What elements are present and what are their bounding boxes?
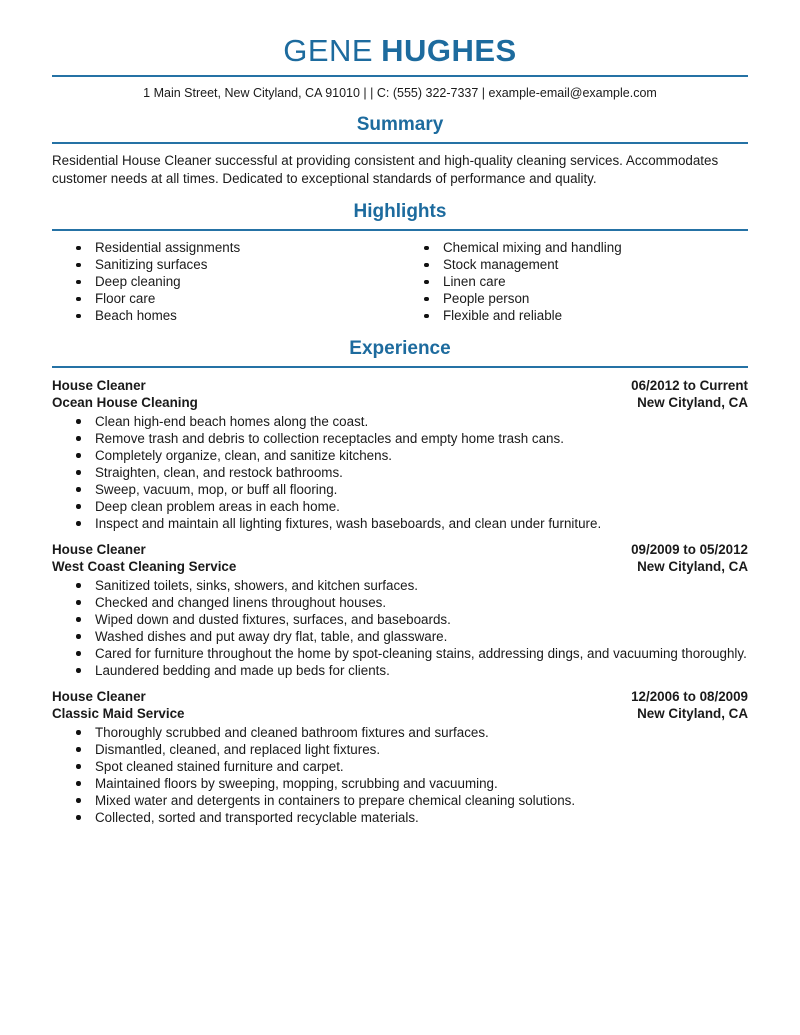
- highlight-item: Beach homes: [52, 307, 400, 324]
- contact-info: 1 Main Street, New Cityland, CA 91010 | | C: (555) 322-7337 | example-email@example.com: [143, 86, 657, 101]
- summary-text: Residential House Cleaner successful at providing consistent and high-quality cleaning services. Accommodates customer needs at all times. Dedicated to exceptional standards of performance and quality.: [52, 152, 719, 186]
- job-company: Classic Maid Service: [52, 706, 185, 722]
- job-entry: [52, 541, 748, 679]
- highlight-item: Residential assignments: [52, 239, 400, 256]
- highlight-item: People person: [400, 290, 748, 307]
- job-bullet: Wiped down and dusted fixtures, surfaces, and baseboards.: [52, 611, 748, 628]
- highlights-heading: Highlights: [353, 201, 447, 223]
- job-bullet: Sanitized toilets, sinks, showers, and kitchen surfaces.: [52, 577, 748, 594]
- job-bullet: Checked and changed linens throughout houses.: [52, 594, 748, 611]
- job-bullet: Laundered bedding and made up beds for clients.: [52, 662, 748, 679]
- job-dates: 12/2006 to 08/2009: [631, 688, 748, 704]
- job-title: House Cleaner: [52, 688, 146, 704]
- job-title-row: [52, 541, 748, 559]
- highlight-item: Stock management: [400, 256, 748, 273]
- job-bullet: Sweep, vacuum, mop, or buff all flooring.: [52, 481, 748, 498]
- job-bullet-list: [52, 413, 748, 532]
- header-divider: [52, 75, 748, 77]
- job-bullet: Collected, sorted and transported recyclable materials.: [52, 809, 748, 826]
- job-entry: [52, 688, 748, 826]
- job-bullet: Thoroughly scrubbed and cleaned bathroom fixtures and surfaces.: [52, 724, 748, 741]
- highlights-right-list: [400, 239, 748, 324]
- job-bullet-list: [52, 724, 748, 826]
- highlights-left-list: [52, 239, 400, 324]
- job-location: New Cityland, CA: [637, 559, 748, 575]
- highlight-item: Chemical mixing and handling: [400, 239, 748, 256]
- job-bullet: Mixed water and detergents in containers to prepare chemical cleaning solutions.: [52, 792, 748, 809]
- highlights-divider: [52, 229, 748, 231]
- job-bullet: Dismantled, cleaned, and replaced light fixtures.: [52, 741, 748, 758]
- job-title-row: [52, 377, 748, 395]
- highlights-columns: [52, 239, 748, 324]
- job-bullet: Washed dishes and put away dry flat, table, and glassware.: [52, 628, 748, 645]
- job-location: New Cityland, CA: [637, 706, 748, 722]
- job-title: House Cleaner: [52, 541, 146, 557]
- job-entry: [52, 377, 748, 532]
- job-bullet: Maintained floors by sweeping, mopping, scrubbing and vacuuming.: [52, 775, 748, 792]
- job-dates: 06/2012 to Current: [631, 377, 748, 393]
- job-bullet: Completely organize, clean, and sanitize kitchens.: [52, 447, 748, 464]
- job-title: House Cleaner: [52, 377, 146, 393]
- summary-heading: Summary: [356, 114, 444, 136]
- job-company-row: [52, 705, 748, 723]
- job-bullet: Remove trash and debris to collection receptacles and empty home trash cans.: [52, 430, 748, 447]
- job-company: Ocean House Cleaning: [52, 395, 198, 411]
- experience-divider: [52, 366, 748, 368]
- highlight-item: Flexible and reliable: [400, 307, 748, 324]
- job-company-row: [52, 394, 748, 412]
- job-company: West Coast Cleaning Service: [52, 559, 237, 575]
- highlight-item: Deep cleaning: [52, 273, 400, 290]
- highlight-item: Floor care: [52, 290, 400, 307]
- job-title-row: [52, 688, 748, 706]
- candidate-name: [52, 34, 748, 68]
- job-location: New Cityland, CA: [637, 395, 748, 411]
- summary-divider: [52, 142, 748, 144]
- job-bullet: Cared for furniture throughout the home by spot-cleaning stains, addressing dings, and vacuuming thoroughly.: [52, 645, 748, 662]
- candidate-first-name: GENE: [283, 33, 374, 68]
- job-bullet: Inspect and maintain all lighting fixtures, wash baseboards, and clean under furniture.: [52, 515, 748, 532]
- highlight-item: Linen care: [400, 273, 748, 290]
- job-dates: 09/2009 to 05/2012: [631, 541, 748, 557]
- experience-heading: Experience: [349, 338, 451, 360]
- job-company-row: [52, 558, 748, 576]
- job-bullet: Deep clean problem areas in each home.: [52, 498, 748, 515]
- job-bullet-list: [52, 577, 748, 679]
- candidate-last-name: HUGHES: [381, 33, 517, 68]
- job-bullet: Clean high-end beach homes along the coast.: [52, 413, 748, 430]
- job-bullet: Straighten, clean, and restock bathrooms.: [52, 464, 748, 481]
- highlight-item: Sanitizing surfaces: [52, 256, 400, 273]
- job-bullet: Spot cleaned stained furniture and carpet.: [52, 758, 748, 775]
